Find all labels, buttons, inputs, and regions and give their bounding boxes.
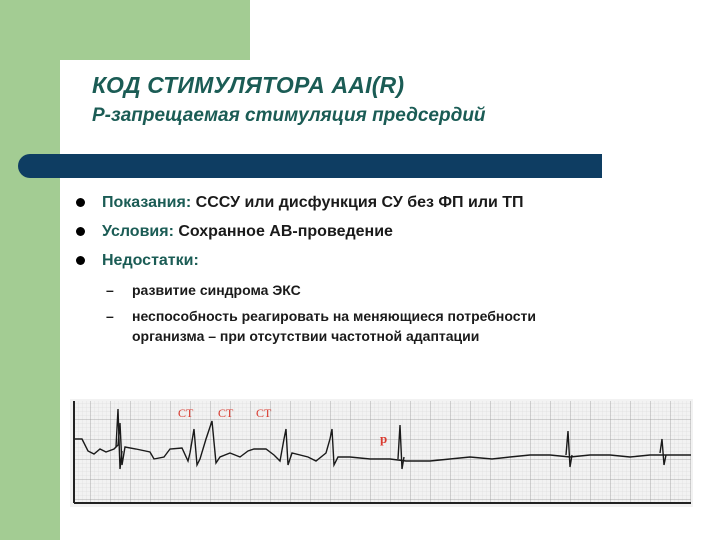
bullet-drawbacks: [70, 246, 690, 275]
ecg-label-st-3: СТ: [256, 406, 272, 420]
dash-icon: –: [106, 282, 114, 298]
bullet-list: [70, 188, 690, 275]
bullet-label: Условия:: [102, 223, 174, 240]
bullet-label: Недостатки:: [102, 252, 199, 269]
sub-item: [100, 306, 600, 346]
bullet-label: Показания:: [102, 194, 192, 211]
title-line-2: Р-запрещаемая стимуляция предсердий: [92, 105, 486, 126]
sub-item: [100, 280, 600, 300]
slide-title: [92, 72, 486, 127]
bullet-dot-icon: [76, 256, 85, 265]
sub-item-text: неспособность реагировать на меняющиеся потребности организма – при отсутствии частотной адаптации: [132, 308, 536, 344]
green-side-band: [0, 0, 60, 540]
drawbacks-sublist: [100, 280, 600, 352]
title-line-1: КОД СТИМУЛЯТОРА AAI(R): [92, 72, 405, 98]
ecg-label-st-1: СТ: [178, 406, 194, 420]
ecg-strip: [70, 399, 693, 507]
sub-item-text: развитие синдрома ЭКС: [132, 282, 301, 298]
ecg-label-p-wave: р: [380, 431, 388, 446]
bullet-dot-icon: [76, 198, 85, 207]
green-top-band: [60, 0, 250, 60]
bullet-indications: [70, 188, 690, 217]
bullet-text: СССУ или дисфункция СУ без ФП или ТП: [191, 194, 524, 211]
ecg-label-st-2: СТ: [218, 406, 234, 420]
ecg-grid: [74, 401, 691, 503]
dash-icon: –: [106, 308, 114, 324]
bullet-dot-icon: [76, 227, 85, 236]
title-divider-bar: [18, 154, 602, 178]
bullet-text: Сохранное АВ-проведение: [173, 223, 393, 240]
bullet-conditions: [70, 217, 690, 246]
